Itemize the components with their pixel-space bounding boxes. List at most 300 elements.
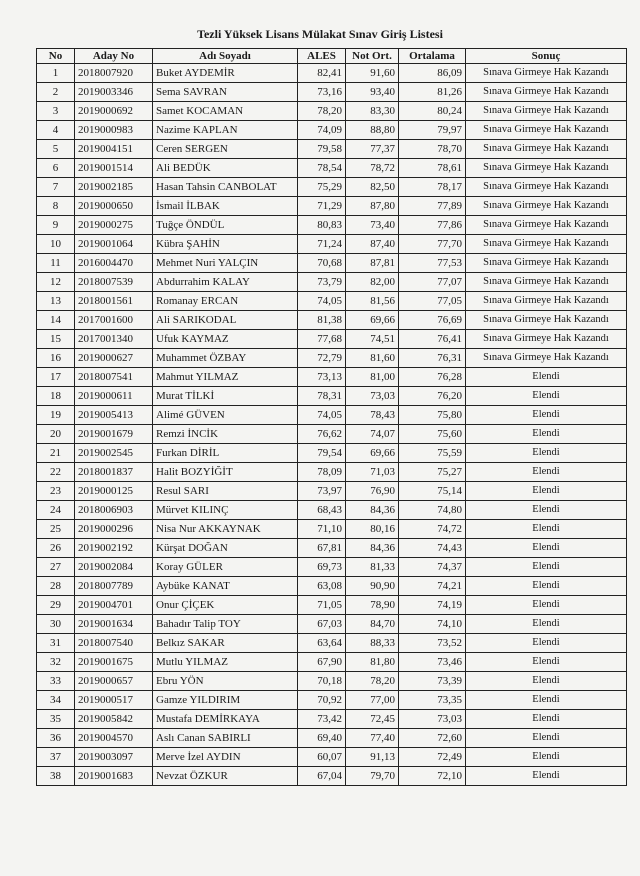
cell-aday-no: 2019000275 <box>75 216 153 235</box>
table-row <box>37 482 627 501</box>
cell-ales: 78,09 <box>298 463 346 482</box>
cell-sonuc: Elendi <box>466 482 627 501</box>
cell-ortalama: 76,28 <box>399 368 466 387</box>
cell-adi-soyadi: Ceren SERGEN <box>153 140 298 159</box>
cell-not-ort: 81,80 <box>346 653 399 672</box>
table-row <box>37 349 627 368</box>
cell-sonuc: Elendi <box>466 653 627 672</box>
cell-aday-no: 2018006903 <box>75 501 153 520</box>
cell-sonuc: Elendi <box>466 729 627 748</box>
table-row <box>37 710 627 729</box>
cell-adi-soyadi: Romanay ERCAN <box>153 292 298 311</box>
cell-adi-soyadi: Alimé GÜVEN <box>153 406 298 425</box>
cell-ortalama: 77,53 <box>399 254 466 273</box>
cell-aday-no: 2019002185 <box>75 178 153 197</box>
cell-ales: 73,13 <box>298 368 346 387</box>
table-row <box>37 729 627 748</box>
cell-not-ort: 74,51 <box>346 330 399 349</box>
cell-ales: 70,68 <box>298 254 346 273</box>
cell-no: 7 <box>37 178 75 197</box>
candidate-table <box>36 48 627 786</box>
cell-ales: 74,05 <box>298 292 346 311</box>
cell-ales: 74,05 <box>298 406 346 425</box>
cell-adi-soyadi: Gamze YILDIRIM <box>153 691 298 710</box>
cell-sonuc: Elendi <box>466 539 627 558</box>
cell-no: 19 <box>37 406 75 425</box>
cell-sonuc: Sınava Girmeye Hak Kazandı <box>466 64 627 83</box>
cell-not-ort: 71,03 <box>346 463 399 482</box>
table-row <box>37 64 627 83</box>
cell-no: 14 <box>37 311 75 330</box>
cell-sonuc: Elendi <box>466 577 627 596</box>
cell-ales: 76,62 <box>298 425 346 444</box>
cell-ales: 60,07 <box>298 748 346 767</box>
cell-ortalama: 75,27 <box>399 463 466 482</box>
header-adi-soyadi: Adı Soyadı <box>153 49 298 64</box>
cell-adi-soyadi: Buket AYDEMİR <box>153 64 298 83</box>
cell-not-ort: 73,40 <box>346 216 399 235</box>
cell-adi-soyadi: Mürvet KILINÇ <box>153 501 298 520</box>
cell-ortalama: 76,69 <box>399 311 466 330</box>
cell-sonuc: Sınava Girmeye Hak Kazandı <box>466 235 627 254</box>
cell-ortalama: 75,80 <box>399 406 466 425</box>
cell-no: 31 <box>37 634 75 653</box>
table-row <box>37 425 627 444</box>
cell-aday-no: 2019000650 <box>75 197 153 216</box>
cell-ales: 72,79 <box>298 349 346 368</box>
cell-ortalama: 74,80 <box>399 501 466 520</box>
cell-not-ort: 84,36 <box>346 539 399 558</box>
cell-aday-no: 2019002545 <box>75 444 153 463</box>
table-row <box>37 615 627 634</box>
cell-aday-no: 2018007541 <box>75 368 153 387</box>
cell-not-ort: 87,80 <box>346 197 399 216</box>
cell-ales: 73,97 <box>298 482 346 501</box>
cell-ortalama: 73,39 <box>399 672 466 691</box>
cell-ortalama: 75,60 <box>399 425 466 444</box>
document-title: Tezli Yüksek Lisans Mülakat Sınav Giriş Listesi <box>197 27 443 41</box>
cell-ortalama: 76,31 <box>399 349 466 368</box>
cell-aday-no: 2018001561 <box>75 292 153 311</box>
cell-sonuc: Sınava Girmeye Hak Kazandı <box>466 273 627 292</box>
cell-adi-soyadi: Mutlu YILMAZ <box>153 653 298 672</box>
cell-adi-soyadi: Mahmut YILMAZ <box>153 368 298 387</box>
cell-no: 4 <box>37 121 75 140</box>
cell-sonuc: Sınava Girmeye Hak Kazandı <box>466 197 627 216</box>
cell-ortalama: 73,03 <box>399 710 466 729</box>
header-ales: ALES <box>298 49 346 64</box>
cell-no: 34 <box>37 691 75 710</box>
cell-adi-soyadi: Ali SARIKODAL <box>153 311 298 330</box>
cell-aday-no: 2017001340 <box>75 330 153 349</box>
cell-ortalama: 80,24 <box>399 102 466 121</box>
cell-no: 22 <box>37 463 75 482</box>
table-row <box>37 235 627 254</box>
cell-sonuc: Sınava Girmeye Hak Kazandı <box>466 121 627 140</box>
cell-ortalama: 74,10 <box>399 615 466 634</box>
cell-adi-soyadi: Tuğçe ÖNDÜL <box>153 216 298 235</box>
table-row <box>37 330 627 349</box>
cell-sonuc: Elendi <box>466 710 627 729</box>
cell-not-ort: 83,30 <box>346 102 399 121</box>
cell-adi-soyadi: Murat TİLKİ <box>153 387 298 406</box>
cell-no: 11 <box>37 254 75 273</box>
cell-no: 32 <box>37 653 75 672</box>
cell-ortalama: 74,21 <box>399 577 466 596</box>
cell-no: 28 <box>37 577 75 596</box>
cell-not-ort: 78,20 <box>346 672 399 691</box>
cell-not-ort: 79,70 <box>346 767 399 786</box>
cell-ales: 68,43 <box>298 501 346 520</box>
cell-sonuc: Elendi <box>466 596 627 615</box>
table-row <box>37 83 627 102</box>
cell-aday-no: 2016004470 <box>75 254 153 273</box>
table-row <box>37 520 627 539</box>
cell-aday-no: 2019004701 <box>75 596 153 615</box>
cell-ales: 79,58 <box>298 140 346 159</box>
cell-ales: 67,03 <box>298 615 346 634</box>
cell-sonuc: Elendi <box>466 368 627 387</box>
cell-sonuc: Elendi <box>466 691 627 710</box>
cell-adi-soyadi: Nisa Nur AKKAYNAK <box>153 520 298 539</box>
cell-no: 33 <box>37 672 75 691</box>
cell-ortalama: 75,14 <box>399 482 466 501</box>
cell-aday-no: 2019001679 <box>75 425 153 444</box>
cell-sonuc: Sınava Girmeye Hak Kazandı <box>466 292 627 311</box>
cell-adi-soyadi: Ebru YÖN <box>153 672 298 691</box>
cell-sonuc: Sınava Girmeye Hak Kazandı <box>466 140 627 159</box>
cell-ortalama: 72,10 <box>399 767 466 786</box>
cell-sonuc: Elendi <box>466 767 627 786</box>
cell-adi-soyadi: Mustafa DEMİRKAYA <box>153 710 298 729</box>
cell-ortalama: 76,20 <box>399 387 466 406</box>
cell-aday-no: 2019000692 <box>75 102 153 121</box>
cell-no: 38 <box>37 767 75 786</box>
cell-no: 8 <box>37 197 75 216</box>
cell-ales: 78,20 <box>298 102 346 121</box>
cell-no: 21 <box>37 444 75 463</box>
table-row <box>37 691 627 710</box>
cell-no: 16 <box>37 349 75 368</box>
cell-not-ort: 88,80 <box>346 121 399 140</box>
cell-no: 9 <box>37 216 75 235</box>
cell-sonuc: Elendi <box>466 387 627 406</box>
cell-not-ort: 87,81 <box>346 254 399 273</box>
table-row <box>37 140 627 159</box>
cell-aday-no: 2019002084 <box>75 558 153 577</box>
cell-sonuc: Sınava Girmeye Hak Kazandı <box>466 254 627 273</box>
cell-sonuc: Elendi <box>466 463 627 482</box>
cell-ales: 82,41 <box>298 64 346 83</box>
cell-ales: 67,04 <box>298 767 346 786</box>
cell-sonuc: Elendi <box>466 748 627 767</box>
cell-ales: 63,08 <box>298 577 346 596</box>
cell-aday-no: 2019000125 <box>75 482 153 501</box>
cell-ales: 78,54 <box>298 159 346 178</box>
table-row <box>37 463 627 482</box>
cell-ortalama: 78,17 <box>399 178 466 197</box>
cell-ortalama: 78,61 <box>399 159 466 178</box>
table-row <box>37 159 627 178</box>
cell-sonuc: Elendi <box>466 634 627 653</box>
cell-adi-soyadi: Abdurrahim KALAY <box>153 273 298 292</box>
cell-ortalama: 81,26 <box>399 83 466 102</box>
cell-ortalama: 73,46 <box>399 653 466 672</box>
table-row <box>37 121 627 140</box>
cell-ortalama: 77,89 <box>399 197 466 216</box>
cell-no: 20 <box>37 425 75 444</box>
cell-adi-soyadi: Koray GÜLER <box>153 558 298 577</box>
cell-ales: 79,54 <box>298 444 346 463</box>
cell-aday-no: 2019000657 <box>75 672 153 691</box>
cell-not-ort: 84,70 <box>346 615 399 634</box>
cell-adi-soyadi: Remzi İNCİK <box>153 425 298 444</box>
cell-adi-soyadi: Kübra ŞAHİN <box>153 235 298 254</box>
cell-not-ort: 73,03 <box>346 387 399 406</box>
table-row <box>37 596 627 615</box>
cell-adi-soyadi: Resul SARI <box>153 482 298 501</box>
cell-ales: 63,64 <box>298 634 346 653</box>
cell-ortalama: 86,09 <box>399 64 466 83</box>
cell-not-ort: 91,60 <box>346 64 399 83</box>
cell-ales: 77,68 <box>298 330 346 349</box>
cell-aday-no: 2019004151 <box>75 140 153 159</box>
cell-aday-no: 2019003346 <box>75 83 153 102</box>
cell-ortalama: 74,37 <box>399 558 466 577</box>
cell-ales: 73,79 <box>298 273 346 292</box>
table-row <box>37 311 627 330</box>
cell-aday-no: 2019000611 <box>75 387 153 406</box>
cell-sonuc: Elendi <box>466 520 627 539</box>
cell-adi-soyadi: Bahadır Talip TOY <box>153 615 298 634</box>
cell-sonuc: Elendi <box>466 425 627 444</box>
cell-adi-soyadi: Merve İzel AYDIN <box>153 748 298 767</box>
cell-ortalama: 74,72 <box>399 520 466 539</box>
table-row <box>37 634 627 653</box>
cell-aday-no: 2018001837 <box>75 463 153 482</box>
cell-aday-no: 2019001064 <box>75 235 153 254</box>
cell-ortalama: 72,49 <box>399 748 466 767</box>
cell-sonuc: Elendi <box>466 672 627 691</box>
cell-no: 15 <box>37 330 75 349</box>
cell-sonuc: Elendi <box>466 615 627 634</box>
table-row <box>37 254 627 273</box>
cell-no: 17 <box>37 368 75 387</box>
cell-sonuc: Sınava Girmeye Hak Kazandı <box>466 83 627 102</box>
table-header-row <box>37 49 627 64</box>
cell-ales: 74,09 <box>298 121 346 140</box>
cell-ales: 71,10 <box>298 520 346 539</box>
cell-aday-no: 2017001600 <box>75 311 153 330</box>
cell-ortalama: 74,19 <box>399 596 466 615</box>
cell-sonuc: Sınava Girmeye Hak Kazandı <box>466 330 627 349</box>
cell-sonuc: Sınava Girmeye Hak Kazandı <box>466 311 627 330</box>
cell-not-ort: 81,00 <box>346 368 399 387</box>
cell-adi-soyadi: Furkan DİRİL <box>153 444 298 463</box>
cell-adi-soyadi: Ali BEDÜK <box>153 159 298 178</box>
cell-not-ort: 72,45 <box>346 710 399 729</box>
cell-ales: 70,92 <box>298 691 346 710</box>
cell-aday-no: 2019001683 <box>75 767 153 786</box>
cell-adi-soyadi: Mehmet Nuri YALÇIN <box>153 254 298 273</box>
cell-adi-soyadi: Samet KOCAMAN <box>153 102 298 121</box>
header-aday-no: Aday No <box>75 49 153 64</box>
cell-ortalama: 79,97 <box>399 121 466 140</box>
table-row <box>37 406 627 425</box>
cell-ales: 78,31 <box>298 387 346 406</box>
cell-ortalama: 76,41 <box>399 330 466 349</box>
table-row <box>37 767 627 786</box>
cell-not-ort: 81,60 <box>346 349 399 368</box>
cell-aday-no: 2018007540 <box>75 634 153 653</box>
cell-not-ort: 78,90 <box>346 596 399 615</box>
cell-ortalama: 74,43 <box>399 539 466 558</box>
cell-no: 26 <box>37 539 75 558</box>
cell-ortalama: 77,07 <box>399 273 466 292</box>
cell-not-ort: 77,37 <box>346 140 399 159</box>
cell-sonuc: Elendi <box>466 406 627 425</box>
table-row <box>37 387 627 406</box>
table-row <box>37 216 627 235</box>
cell-no: 36 <box>37 729 75 748</box>
cell-not-ort: 88,33 <box>346 634 399 653</box>
cell-not-ort: 82,50 <box>346 178 399 197</box>
table-row <box>37 558 627 577</box>
cell-aday-no: 2019003097 <box>75 748 153 767</box>
cell-sonuc: Sınava Girmeye Hak Kazandı <box>466 349 627 368</box>
cell-aday-no: 2019001634 <box>75 615 153 634</box>
cell-aday-no: 2019000983 <box>75 121 153 140</box>
cell-aday-no: 2019005842 <box>75 710 153 729</box>
table-row <box>37 102 627 121</box>
cell-adi-soyadi: Halit BOZYİĞİT <box>153 463 298 482</box>
cell-no: 10 <box>37 235 75 254</box>
cell-aday-no: 2019002192 <box>75 539 153 558</box>
cell-aday-no: 2019000517 <box>75 691 153 710</box>
cell-ortalama: 77,86 <box>399 216 466 235</box>
cell-adi-soyadi: Hasan Tahsin CANBOLAT <box>153 178 298 197</box>
cell-ales: 71,05 <box>298 596 346 615</box>
cell-not-ort: 77,00 <box>346 691 399 710</box>
cell-aday-no: 2019005413 <box>75 406 153 425</box>
cell-ortalama: 77,70 <box>399 235 466 254</box>
header-sonuc: Sonuç <box>466 49 627 64</box>
cell-no: 37 <box>37 748 75 767</box>
cell-no: 13 <box>37 292 75 311</box>
table-row <box>37 292 627 311</box>
cell-not-ort: 78,43 <box>346 406 399 425</box>
header-no: No <box>37 49 75 64</box>
cell-adi-soyadi: Sema SAVRAN <box>153 83 298 102</box>
cell-not-ort: 93,40 <box>346 83 399 102</box>
cell-ales: 71,24 <box>298 235 346 254</box>
cell-sonuc: Sınava Girmeye Hak Kazandı <box>466 178 627 197</box>
cell-sonuc: Sınava Girmeye Hak Kazandı <box>466 102 627 121</box>
cell-no: 35 <box>37 710 75 729</box>
cell-ortalama: 72,60 <box>399 729 466 748</box>
cell-adi-soyadi: Nazime KAPLAN <box>153 121 298 140</box>
cell-ales: 81,38 <box>298 311 346 330</box>
cell-no: 23 <box>37 482 75 501</box>
table-row <box>37 501 627 520</box>
cell-not-ort: 90,90 <box>346 577 399 596</box>
cell-no: 5 <box>37 140 75 159</box>
table-row <box>37 539 627 558</box>
cell-no: 12 <box>37 273 75 292</box>
cell-no: 6 <box>37 159 75 178</box>
cell-ales: 70,18 <box>298 672 346 691</box>
cell-ortalama: 73,35 <box>399 691 466 710</box>
cell-no: 2 <box>37 83 75 102</box>
cell-adi-soyadi: Onur ÇİÇEK <box>153 596 298 615</box>
cell-ortalama: 78,70 <box>399 140 466 159</box>
cell-adi-soyadi: Ufuk KAYMAZ <box>153 330 298 349</box>
table-row <box>37 577 627 596</box>
cell-ales: 73,16 <box>298 83 346 102</box>
cell-not-ort: 69,66 <box>346 311 399 330</box>
cell-not-ort: 80,16 <box>346 520 399 539</box>
cell-ortalama: 75,59 <box>399 444 466 463</box>
cell-aday-no: 2019000627 <box>75 349 153 368</box>
cell-adi-soyadi: Aybüke KANAT <box>153 577 298 596</box>
cell-no: 24 <box>37 501 75 520</box>
cell-ales: 73,42 <box>298 710 346 729</box>
cell-not-ort: 91,13 <box>346 748 399 767</box>
cell-aday-no: 2018007539 <box>75 273 153 292</box>
cell-not-ort: 78,72 <box>346 159 399 178</box>
cell-adi-soyadi: Kürşat DOĞAN <box>153 539 298 558</box>
cell-sonuc: Elendi <box>466 501 627 520</box>
table-row <box>37 197 627 216</box>
cell-not-ort: 87,40 <box>346 235 399 254</box>
cell-ales: 67,90 <box>298 653 346 672</box>
cell-adi-soyadi: Belkız SAKAR <box>153 634 298 653</box>
cell-no: 18 <box>37 387 75 406</box>
header-not-ort: Not Ort. <box>346 49 399 64</box>
table-row <box>37 444 627 463</box>
cell-no: 3 <box>37 102 75 121</box>
cell-not-ort: 69,66 <box>346 444 399 463</box>
cell-no: 30 <box>37 615 75 634</box>
cell-ales: 69,40 <box>298 729 346 748</box>
cell-aday-no: 2018007920 <box>75 64 153 83</box>
cell-aday-no: 2019001675 <box>75 653 153 672</box>
cell-aday-no: 2019000296 <box>75 520 153 539</box>
cell-no: 29 <box>37 596 75 615</box>
cell-sonuc: Elendi <box>466 444 627 463</box>
cell-sonuc: Elendi <box>466 558 627 577</box>
table-row <box>37 672 627 691</box>
cell-no: 27 <box>37 558 75 577</box>
cell-aday-no: 2018007789 <box>75 577 153 596</box>
cell-aday-no: 2019001514 <box>75 159 153 178</box>
cell-not-ort: 81,56 <box>346 292 399 311</box>
table-row <box>37 178 627 197</box>
cell-ales: 67,81 <box>298 539 346 558</box>
cell-adi-soyadi: Muhammet ÖZBAY <box>153 349 298 368</box>
table-row <box>37 653 627 672</box>
table-row <box>37 273 627 292</box>
cell-not-ort: 81,33 <box>346 558 399 577</box>
cell-no: 1 <box>37 64 75 83</box>
cell-adi-soyadi: Aslı Canan SABIRLI <box>153 729 298 748</box>
cell-adi-soyadi: Nevzat ÖZKUR <box>153 767 298 786</box>
table-row <box>37 748 627 767</box>
cell-aday-no: 2019004570 <box>75 729 153 748</box>
cell-adi-soyadi: İsmail İLBAK <box>153 197 298 216</box>
cell-not-ort: 74,07 <box>346 425 399 444</box>
cell-sonuc: Sınava Girmeye Hak Kazandı <box>466 159 627 178</box>
